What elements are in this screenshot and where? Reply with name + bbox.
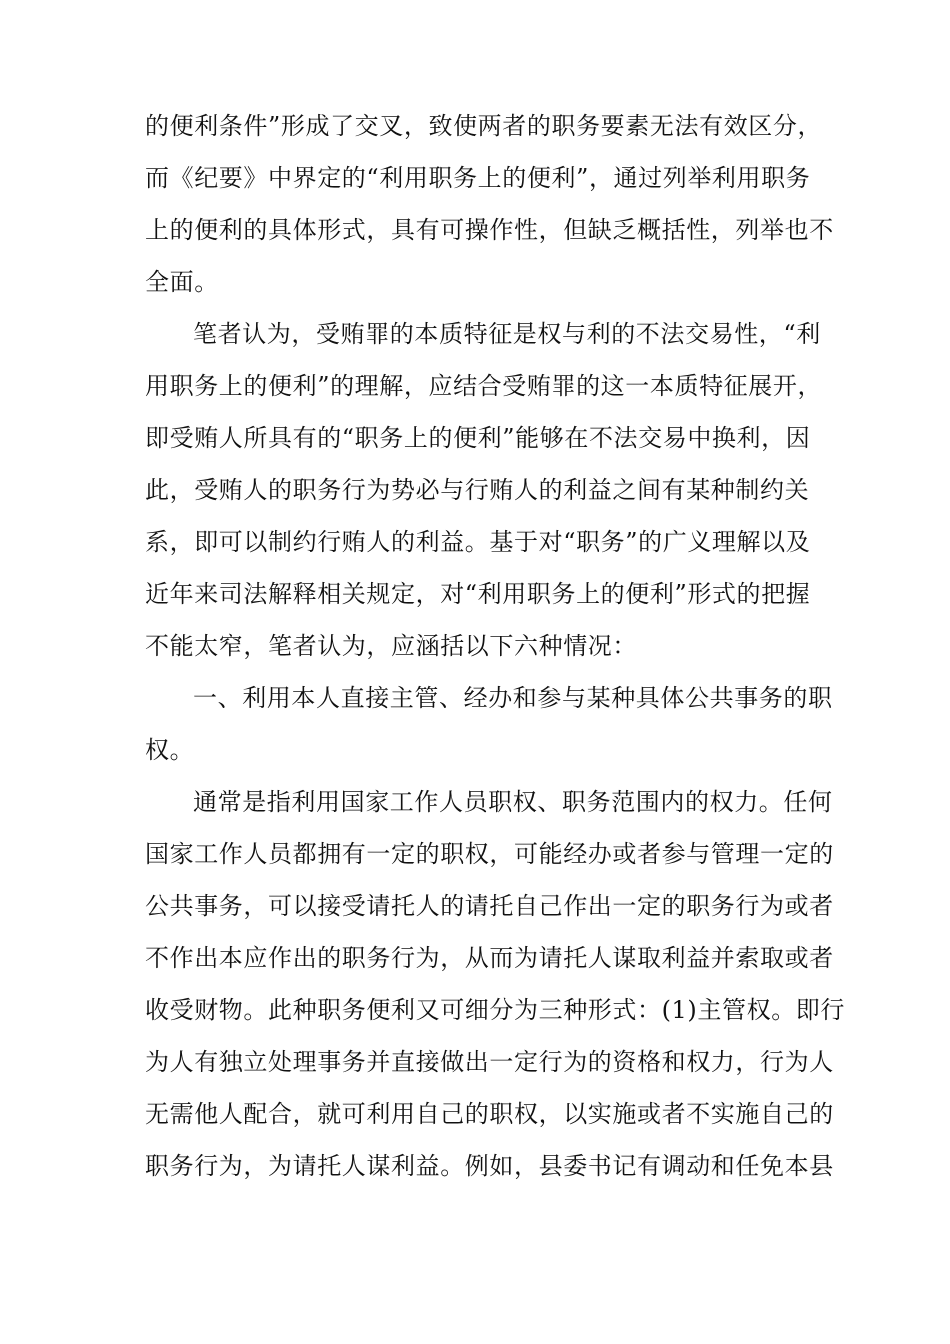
text-line: 国家工作人员都拥有一定的职权，可能经办或者参与管理一定的 [145, 840, 834, 868]
text-line: 即受贿人所具有的“职务上的便利”能够在不法交易中换利，因 [145, 424, 811, 452]
section-heading-line: 一、利用本人直接主管、经办和参与某种具体公共事务的职 [193, 684, 833, 712]
text-line: 收受财物。此种职务便利又可细分为三种形式：(1)主管权。即行 [145, 996, 845, 1024]
paragraph-start-line: 通常是指利用国家工作人员职权、职务范围内的权力。任何 [193, 788, 833, 816]
document-page [145, 100, 845, 1192]
text-line: 而《纪要》中界定的“利用职务上的便利”，通过列举利用职务 [145, 164, 811, 192]
text-line: 不作出本应作出的职务行为，从而为请托人谋取利益并索取或者 [145, 944, 834, 972]
text-line: 无需他人配合，就可利用自己的职权，以实施或者不实施自己的 [145, 1100, 834, 1128]
text-line: 此，受贿人的职务行为势必与行贿人的利益之间有某种制约关 [145, 476, 810, 504]
text-line: 上的便利的具体形式，具有可操作性，但缺乏概括性，列举也不 [145, 216, 834, 244]
text-line: 全面。 [145, 268, 219, 296]
text-line: 权。 [145, 736, 195, 764]
text-line: 的便利条件”形成了交叉，致使两者的职务要素无法有效区分， [145, 112, 823, 140]
paragraph-start-line: 笔者认为，受贿罪的本质特征是权与利的不法交易性，“利 [193, 320, 821, 348]
text-line: 用职务上的便利”的理解，应结合受贿罪的这一本质特征展开， [145, 372, 823, 400]
text-line: 职务行为，为请托人谋利益。例如，县委书记有调动和任免本县 [145, 1152, 834, 1180]
text-line: 不能太窄，笔者认为，应涵括以下六种情况： [145, 632, 637, 660]
text-line: 系，即可以制约行贿人的利益。基于对“职务”的广义理解以及 [145, 528, 811, 556]
text-line: 公共事务，可以接受请托人的请托自己作出一定的职务行为或者 [145, 892, 834, 920]
text-line: 为人有独立处理事务并直接做出一定行为的资格和权力，行为人 [145, 1048, 834, 1076]
text-line: 近年来司法解释相关规定，对“利用职务上的便利”形式的把握 [145, 580, 811, 608]
